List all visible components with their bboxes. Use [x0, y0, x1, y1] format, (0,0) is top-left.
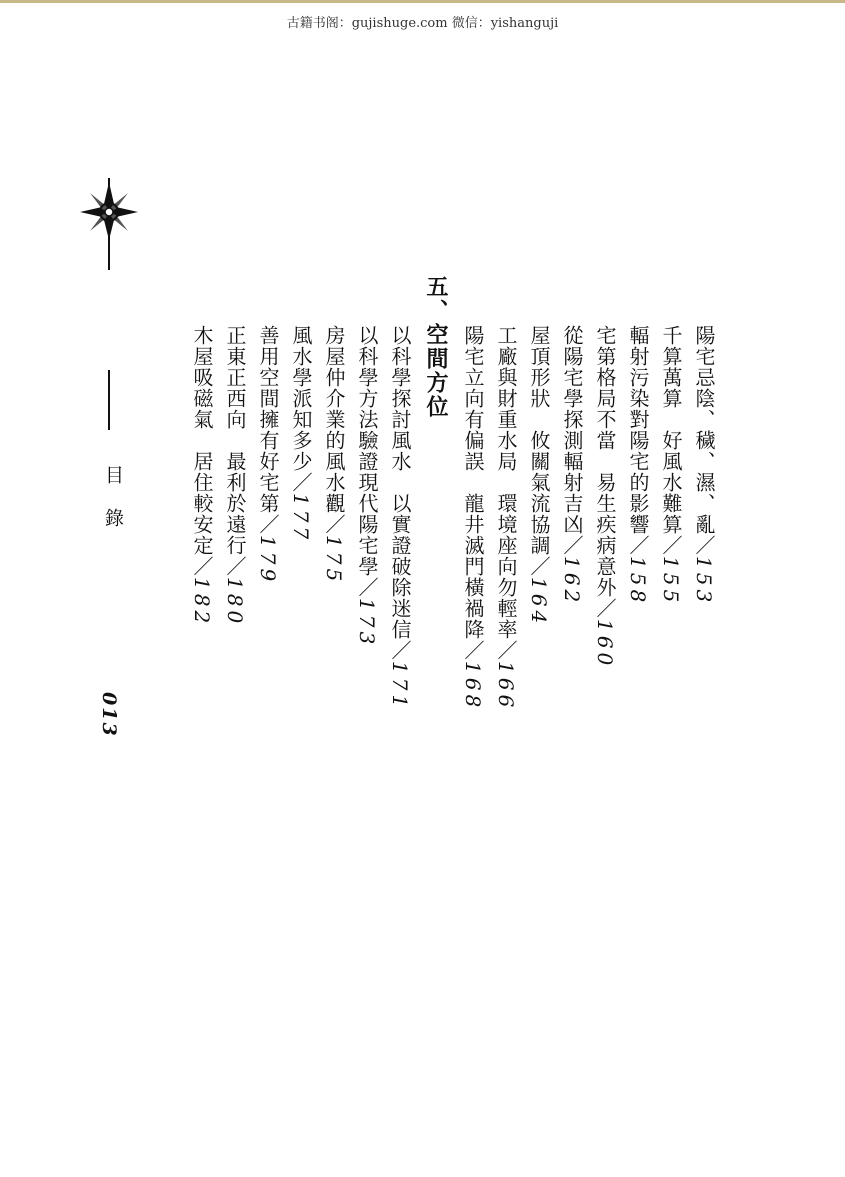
- toc-entry: 風水學派知多少／177: [289, 325, 313, 544]
- toc-entry: 以科學探討風水 以實證破除迷信／171: [388, 325, 412, 712]
- toc-entry: 工廠與財重水局 環境座向勿輕率／166: [494, 325, 518, 712]
- table-of-contents: [185, 275, 720, 711]
- toc-entry: 從陽宅學探測輻射吉凶／162: [560, 325, 584, 607]
- toc-entry: 千算萬算 好風水難算／155: [659, 325, 683, 607]
- watermark: 古籍书阁：gujishuge.com 微信：yishanguji: [286, 16, 559, 31]
- toc-entry: 屋頂形狀 攸關氣流協調／164: [527, 325, 551, 628]
- toc-entry: 正東正西向 最利於遠行／180: [223, 325, 247, 628]
- page-number: 013: [98, 692, 120, 738]
- toc-entry: 木屋吸磁氣 居住較安定／182: [190, 325, 214, 628]
- toc-entry: 陽宅立向有偏誤 龍井滅門橫禍降／168: [461, 325, 485, 712]
- toc-entry: 陽宅忌陰、穢、濕、亂／153: [692, 325, 716, 607]
- top-border: [0, 0, 845, 3]
- side-title: 目錄: [102, 465, 124, 551]
- toc-entry: 輻射污染對陽宅的影響／158: [626, 325, 650, 607]
- section-title: 五、空間方位: [423, 275, 449, 419]
- toc-entry: 以科學方法驗證現代陽宅學／173: [355, 325, 379, 649]
- toc-entry: 善用空間擁有好宅第／179: [256, 325, 280, 586]
- toc-entry: 房屋仲介業的風水觀／175: [322, 325, 346, 586]
- compass-rose-icon: [78, 178, 140, 274]
- side-divider: [108, 370, 110, 430]
- toc-entry: 宅第格局不當 易生疾病意外／160: [593, 325, 617, 670]
